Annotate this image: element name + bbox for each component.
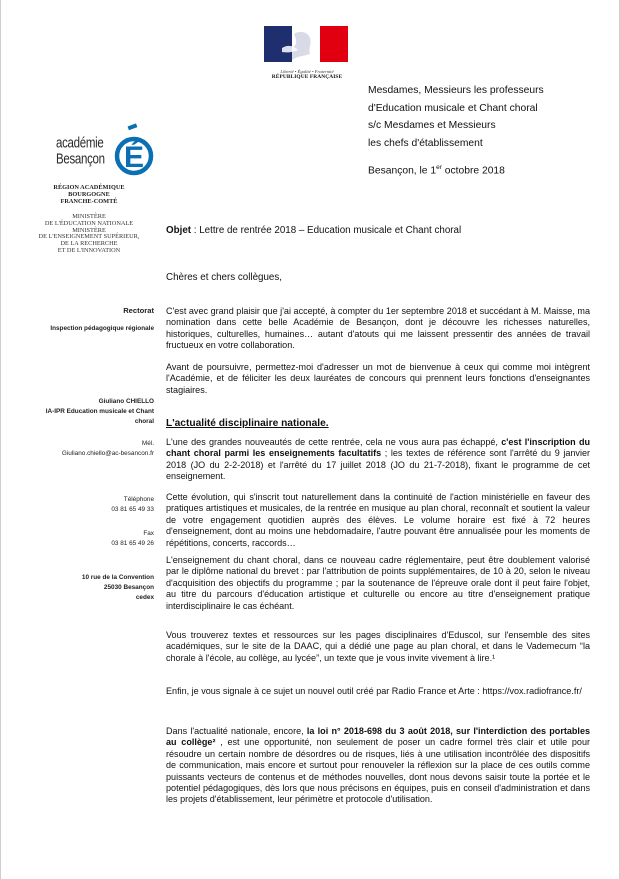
paragraph-text [166, 726, 590, 806]
rectorat-label: Rectorat [123, 306, 154, 315]
recipient-line: Mesdames, Messieurs les professeurs [368, 85, 544, 96]
text-span: ; les textes de référence sont l'arrêté du 9 janvier 2018 (JO du 2-2-2018) et l'arrêté du 17 juillet 2018 (JO du 21-7-2018), fixant le programme de cet enseignement. [166, 448, 590, 482]
recipient-line: s/c Mesdames et Messieurs [368, 120, 496, 131]
paragraph-evolution [166, 492, 590, 549]
sender-role: IA-IPR Education musicale et Chant [45, 408, 154, 415]
greeting: Chères et chers collègues, [166, 272, 282, 283]
sender-email: Giuliano.chiello@ac-besancon.fr [61, 450, 154, 457]
fax-number: 03 81 65 49 26 [111, 540, 154, 547]
address-line: 25030 Besançon [103, 584, 154, 591]
ministry-line: DE LA RECHERCHE [60, 240, 118, 248]
sender-name: Giuliano CHIELLO [98, 398, 154, 405]
besancon-word: Besançon [56, 152, 105, 167]
academie-e-icon [114, 122, 154, 182]
ministry-line: DE L'ENSEIGNEMENT SUPÉRIEUR, [38, 233, 140, 241]
academie-besancon-logo [52, 122, 156, 186]
mel-label: Mél. [141, 440, 154, 447]
paragraph-text: Enfin, je vous signale à ce sujet un nouvel outil créé par Radio France et Arte : https://vox.radiofrance.fr/ [166, 686, 582, 696]
fax-label: Fax [143, 530, 154, 537]
paragraph-chant-choral [166, 437, 590, 483]
paragraph-ressources [166, 630, 590, 664]
recipient-line: d'Education musicale et Chant choral [368, 102, 538, 114]
paragraph-portables [166, 726, 590, 806]
section-title: L'actualité disciplinaire nationale. [166, 418, 329, 429]
republique-francaise-logo [264, 26, 350, 80]
address-line: 10 rue de la Convention [81, 574, 154, 581]
text-span: , est une opportunité, non seulement de poser un cadre formel très clair et utile pour résoudre un certain nombre de désordres ou de risques, liés à une utilisation incontrôlée des dispositifs de communication, mais encore et surtout pour renouveler la réflexion sur la place de ces outils comme puissants vecteurs de contenus et de méthodes nouvelles, dont nous devons saisir toute la portée et le potentiel pédagogiques, dès lors que nous précisons en équipes, puis en conseil d'administration et dans les projets d'établissement, leur périmètre et protocole d'utilisation. [166, 737, 590, 805]
telephone-label: Téléphone [123, 496, 154, 503]
inspection-label: Inspection pédagogique régionale [50, 325, 154, 332]
paragraph-radio-france [166, 686, 590, 697]
paragraph-welcome [166, 362, 590, 396]
recipients-block [368, 82, 544, 152]
sender-role-2: choral [134, 418, 154, 425]
region-line: FRANCHE-COMTÉ [60, 197, 118, 205]
paragraph-text: C'est avec grand plaisir que j'ai accepté, à compter du 1er septembre 2018 et succédant à M. Maisse, ma nomination dans cette belle Académie de Besançon, dont je découvre les richesses naturelles, historiques, culturelles, humaines… autant d'atouts qui me laissent pressentir des années de travail fructueux en votre collaboration. [166, 306, 590, 351]
text-span: Dans l'actualité nationale, encore, [166, 726, 307, 736]
date-superscript: er [436, 164, 442, 171]
ministry-line: MINISTÈRE [72, 213, 106, 220]
subject-label: Objet [166, 225, 192, 236]
region-line: BOURGOGNE [68, 190, 110, 198]
paragraph-intro [166, 306, 590, 352]
academie-letter: É [123, 141, 145, 174]
marianne-flag-icon [264, 26, 348, 62]
paragraph-text [166, 437, 590, 483]
paragraph-text: Vous trouverez textes et ressources sur les pages disciplinaires d'Eduscol, sur l'ensemble des sites académiques, sur le site de la DAAC, qui a dédié une page au plan choral, et dans le Vademecum “la chorale à l'école, au collège, au lycée”, un texte que je vous invite vivement à lire.¹ [166, 630, 590, 663]
date-text-end: octobre 2018 [441, 165, 505, 177]
republic-motto: Liberté • Égalité • Fraternité [280, 69, 334, 74]
paragraph-text: Avant de poursuivre, permettez-moi d'adresser un mot de bienvenue à ceux qui comme moi intègrent l'Académie, et de féliciter les deux lauréates de concours qui prennent leurs fonctions d'enseignantes stagiaires. [166, 362, 590, 395]
republic-name: RÉPUBLIQUE FRANÇAISE [271, 74, 343, 80]
region-line: RÉGION ACADÉMIQUE [53, 184, 125, 191]
ministry-block [20, 214, 158, 255]
subject-text: : Lettre de rentrée 2018 – Education musicale et Chant choral [191, 225, 462, 236]
bold-span: c'est l'inscription du chant choral parmi les enseignements facultatifs [166, 437, 590, 459]
text-span: L'une des grandes nouveautés de cette rentrée, cela ne vous aura pas échappé, [166, 437, 502, 447]
subject-line [166, 225, 461, 236]
date-text: Besançon, le 1 [368, 165, 437, 177]
ministry-line: MINISTÈRE [72, 226, 106, 234]
ministry-line: ET DE L'INNOVATION [57, 246, 121, 254]
address-line: cedex [135, 594, 154, 601]
recipient-line: les chefs d'établissement [368, 137, 483, 149]
bold-span: la loi n° 2018-698 du 3 août 2018, sur l'interdiction des portables au collège² [166, 726, 591, 748]
academie-word: académie [56, 136, 104, 151]
region-academique [20, 185, 158, 205]
telephone-number: 03 81 65 49 33 [111, 506, 154, 513]
paragraph-brevet [166, 555, 590, 612]
ministry-line: DE L'ÉDUCATION NATIONALE [44, 219, 134, 227]
letter-date [368, 164, 505, 176]
paragraph-text: Cette évolution, qui s'inscrit tout naturellement dans la continuité de l'action ministérielle en faveur des pratiques artistiques et musicales, de la rentrée en musique au plan choral, reconnaît et soutient la valeur de votre engagement quotidien auprès des élèves. Le volume horaire est fixé à 72 heures d'enseignement, dont au moins une hebdomadaire, l'autre pouvant être annualisée pour les moments de répétitions, concerts, raccords… [166, 492, 590, 548]
paragraph-text: L'enseignement du chant choral, dans ce nouveau cadre réglementaire, peut être doublement valorisé par le diplôme national du brevet : par l'attribution de points supplémentaires, de 10 à 20, selon le niveau d'acquisition des objectifs du programme ; par la soutenance de l'épreuve orale dont il peut faire l'objet, au titre du parcours d'éducation artistique et culturelle ou encore au titre d'enseignement pratique interdisciplinaire le cas échéant. [166, 555, 590, 611]
